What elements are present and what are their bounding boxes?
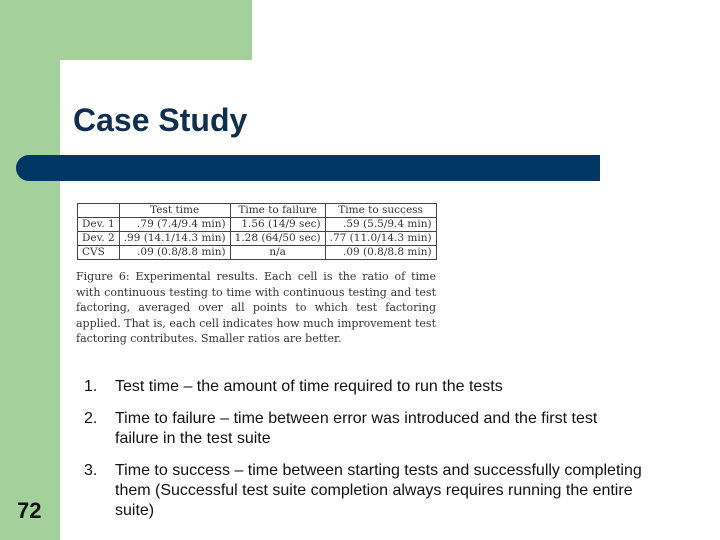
table-header-cell: Time to success bbox=[325, 204, 436, 218]
table-header-cell: Time to failure bbox=[230, 204, 325, 218]
table-cell: n/a bbox=[230, 246, 325, 260]
list-item-text: Test time – the amount of time required to run the tests bbox=[115, 378, 503, 395]
results-table bbox=[77, 203, 437, 260]
table-row-label: CVS bbox=[78, 246, 120, 260]
page-number: 72 bbox=[17, 498, 42, 523]
table-row bbox=[78, 246, 437, 260]
list-item-text: Time to success – time between starting tests and successfully completing them (Successful test suite completion always requires running the entire suite) bbox=[115, 462, 642, 519]
definitions-list bbox=[84, 377, 644, 533]
list-item-text: Time to failure – time between error was introduced and the first test failure in the test suite bbox=[115, 410, 598, 447]
table-cell: .99 (14.1/14.3 min) bbox=[119, 232, 230, 246]
table-cell: .09 (0.8/8.8 min) bbox=[325, 246, 436, 260]
table-cell: 1.28 (64/50 sec) bbox=[230, 232, 325, 246]
table-row-label: Dev. 2 bbox=[78, 232, 120, 246]
list-item-number: 2. bbox=[84, 410, 98, 427]
table-row-label: Dev. 1 bbox=[78, 218, 120, 232]
table-cell: .59 (5.5/9.4 min) bbox=[325, 218, 436, 232]
decorative-green-left-band bbox=[0, 0, 60, 540]
results-figure bbox=[72, 203, 484, 347]
slide-title: Case Study bbox=[73, 102, 248, 138]
list-item-number: 3. bbox=[84, 462, 98, 479]
title-underline-bar bbox=[16, 155, 600, 181]
list-item bbox=[84, 409, 644, 449]
table-cell: .77 (11.0/14.3 min) bbox=[325, 232, 436, 246]
list-item bbox=[84, 461, 644, 521]
table-row bbox=[78, 232, 437, 246]
table-header-cell bbox=[78, 204, 120, 218]
table-cell: .09 (0.8/8.8 min) bbox=[119, 246, 230, 260]
table-header-row bbox=[78, 204, 437, 218]
table-row bbox=[78, 218, 437, 232]
list-item-number: 1. bbox=[84, 378, 98, 395]
list-item bbox=[84, 377, 644, 397]
table-header-cell: Test time bbox=[119, 204, 230, 218]
table-cell: 1.56 (14/9 sec) bbox=[230, 218, 325, 232]
table-cell: .79 (7.4/9.4 min) bbox=[119, 218, 230, 232]
figure-caption: Figure 6: Experimental results. Each cell is the ratio of time with continuous testing to time with continuous testing and test factoring, averaged over all points to which test factoring applied. That is, each cell indicates how much improvement test factoring contributes. Smaller ratios are better. bbox=[76, 270, 436, 345]
